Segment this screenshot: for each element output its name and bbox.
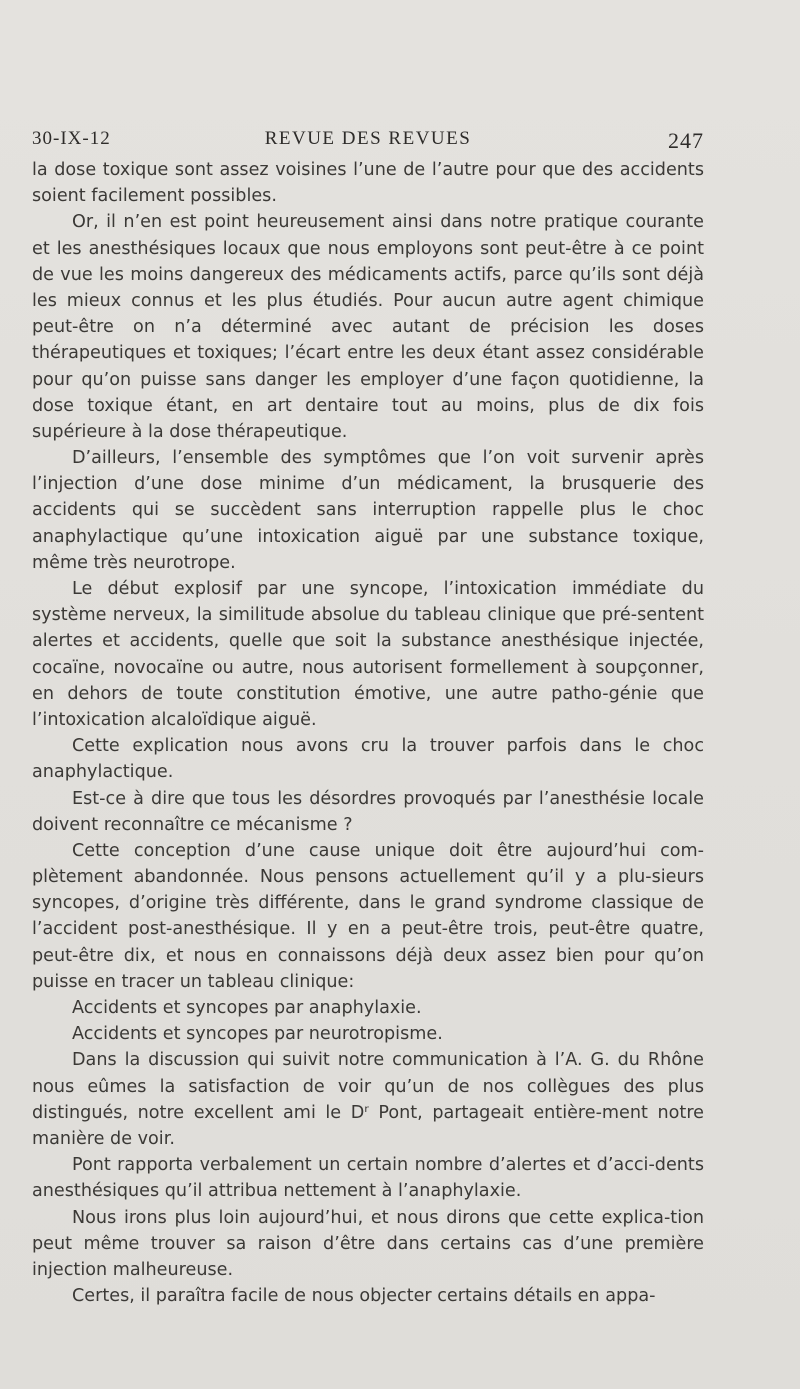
paragraph-3: D’ailleurs, l’ensemble des symptômes que l’on voit survenir après l’injection d’une dose minime d’un médicament, la brusquerie des accidents qui se succèdent sans interruption rappelle plus le choc anaphylactique qu’une intoxication aiguë par une substance toxique, même très neurotrope.	[32, 448, 704, 573]
paragraph-7: Cette conception d’une cause unique doit être aujourd’hui com-plètement abandonnée. Nous pensons actuellement qu’il y a plu-sieurs syncopes, d’origine très différente, dans le grand syndrome classique de l’accident post-anesthésique. Il y en a peut-être trois, peut-être quatre, peut-être dix, et nous en connaissons déjà deux assez bien pour qu’on puisse en tracer un tableau clinique:	[32, 840, 704, 992]
header-title: REVUE DES REVUES	[264, 128, 472, 149]
paragraph-4: Le début explosif par une syncope, l’intoxication immédiate du système nerveux, la similitude absolue du tableau clinique que pré-sentent alertes et accidents, quelle que soit la substance anesthésique injectée, cocaïne, novocaïne ou autre, nous autorisent formellement à soupçonner, en dehors de toute constitution émotive, une autre patho-génie que l’intoxication alcaloïdique aiguë.	[32, 579, 704, 730]
paragraph-9: Accidents et syncopes par neurotropisme.	[72, 1024, 443, 1045]
running-header	[32, 128, 704, 154]
paragraph-5: Cette explication nous avons cru la trouver parfois dans le choc anaphylactique.	[32, 736, 704, 783]
paragraph-1: la dose toxique sont assez voisines l’une de l’autre pour que des accidents soient facilement possibles.	[32, 160, 704, 207]
page-number: 247	[668, 128, 704, 153]
paragraph-8: Accidents et syncopes par anaphylaxie.	[72, 998, 422, 1018]
body-text	[32, 157, 704, 1309]
paragraph-6: Est-ce à dire que tous les désordres provoqués par l’anesthésie locale doivent reconnaître ce mécanisme ?	[32, 788, 704, 835]
paragraph-13: Certes, il paraîtra facile de nous objecter certains détails en appa-	[72, 1286, 656, 1307]
paragraph-2: Or, il n’en est point heureusement ainsi dans notre pratique courante et les anesthésiques locaux que nous employons sont peut-être à ce point de vue les moins dangereux des médicaments actifs, parce qu’ils sont déjà les mieux connus et les plus étudiés. Pour aucun autre agent chimique peut-être on n’a déterminé avec autant de précision les doses thérapeutiques et toxiques; l’écart entre les deux étant assez considérable pour qu’on puisse sans danger les employer d’une façon quotidienne, la dose toxique étant, en art dentaire tout au moins, plus de dix fois supérieure à la dose thérapeutique.	[32, 212, 704, 442]
paragraph-11: Pont rapporta verbalement un certain nombre d’alertes et d’acci-dents anesthésiques qu’il attribua nettement à l’anaphylaxie.	[32, 1155, 704, 1202]
paragraph-10: Dans la discussion qui suivit notre communication à l’A. G. du Rhône nous eûmes la satisfaction de voir qu’un de nos collègues des plus distingués, notre excellent ami le Dʳ Pont, partageait entière-ment notre manière de voir.	[32, 1050, 704, 1149]
paragraph-12: Nous irons plus loin aujourd’hui, et nous dirons que cette explica-tion peut même trouver sa raison d’être dans certains cas d’une première injection malheureuse.	[32, 1207, 704, 1280]
header-date: 30-IX-12	[32, 128, 111, 149]
